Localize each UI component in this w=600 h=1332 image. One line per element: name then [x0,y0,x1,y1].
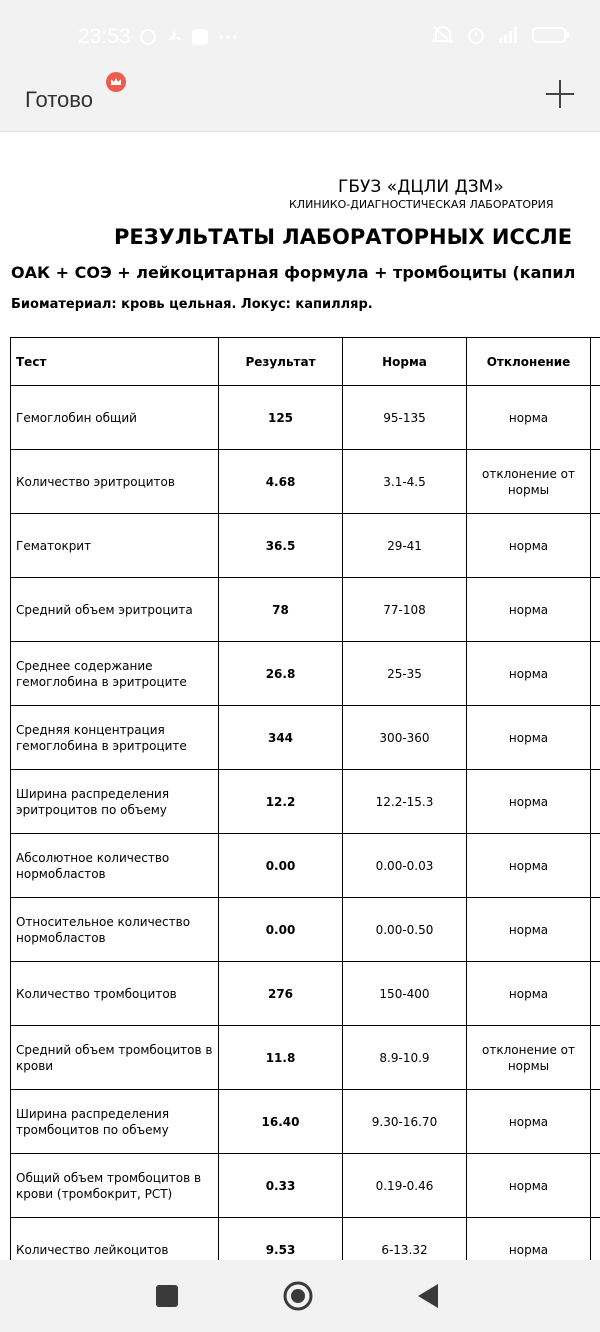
table-row [11,1154,600,1218]
table-row [11,898,600,962]
cell-extra [591,1090,600,1154]
cell-test: Относительное количество нормобластов [11,898,219,962]
cell-test: Гемоглобин общий [11,386,219,450]
cell-extra [591,386,600,450]
cell-deviation: норма [467,1090,591,1154]
document-view[interactable] [0,133,600,1260]
crown-badge-icon [106,72,126,92]
cell-test: Среднее содержание гемоглобина в эритроците [11,642,219,706]
cell-result: 4.68 [219,450,343,514]
signal-icon [498,26,520,48]
cell-result: 0.00 [219,834,343,898]
table-row [11,1026,600,1090]
cell-test: Количество эритроцитов [11,450,219,514]
cell-extra [591,706,600,770]
cell-test: Средний объем тромбоцитов в крови [11,1026,219,1090]
cell-extra [591,898,600,962]
cell-test: Гематокрит [11,514,219,578]
status-right [432,24,570,50]
cell-result: 26.8 [219,642,343,706]
cell-deviation: норма [467,962,591,1026]
cell-deviation: норма [467,898,591,962]
cell-deviation: норма [467,386,591,450]
table-row [11,642,600,706]
cell-deviation: норма [467,1218,591,1261]
table-row [11,386,600,450]
cell-norm: 6-13.32 [343,1218,467,1261]
whatsapp-icon [139,28,157,46]
cell-extra [591,1218,600,1261]
cell-extra [591,450,600,514]
cell-norm: 8.9-10.9 [343,1026,467,1090]
header-test: Тест [11,338,219,386]
org-subtitle: КЛИНИКО-ДИАГНОСТИЧЕСКАЯ ЛАБОРАТОРИЯ [289,198,554,211]
home-circle-icon[interactable] [280,1278,316,1314]
cell-norm: 25-35 [343,642,467,706]
cell-test: Ширина распределения эритроцитов по объему [11,770,219,834]
biomaterial-info: Биоматериал: кровь цельная. Локус: капилляр. [11,297,373,312]
table-row [11,1090,600,1154]
cell-test: Средний объем эритроцита [11,578,219,642]
cell-result: 36.5 [219,514,343,578]
cell-result: 11.8 [219,1026,343,1090]
cell-deviation: норма [467,706,591,770]
cell-extra [591,834,600,898]
cell-test: Абсолютное количество нормобластов [11,834,219,898]
cell-deviation: отклонение от нормы [467,450,591,514]
table-row [11,450,600,514]
cell-deviation: отклонение от нормы [467,1026,591,1090]
cell-deviation: норма [467,1154,591,1218]
status-bar [0,0,600,70]
table-row [11,578,600,642]
cell-test: Средняя концентрация гемоглобина в эритроците [11,706,219,770]
table-row [11,706,600,770]
done-label: Готово [25,87,93,112]
cell-extra [591,962,600,1026]
cell-test: Количество тромбоцитов [11,962,219,1026]
test-panel-name: ОАК + СОЭ + лейкоцитарная формула + тромбоциты (капил [11,263,576,282]
cell-norm: 0.19-0.46 [343,1154,467,1218]
app-toolbar [0,70,600,132]
table-row [11,962,600,1026]
cell-norm: 0.00-0.03 [343,834,467,898]
cell-extra [591,770,600,834]
cell-result: 9.53 [219,1218,343,1261]
back-triangle-icon[interactable] [410,1278,446,1314]
cell-extra [591,578,600,642]
cell-result: 0.33 [219,1154,343,1218]
cell-deviation: норма [467,834,591,898]
fan-icon [165,28,183,46]
cell-result: 78 [219,578,343,642]
cell-deviation: норма [467,514,591,578]
mute-icon [432,25,454,49]
cell-norm: 29-41 [343,514,467,578]
cell-norm: 0.00-0.50 [343,898,467,962]
header-norm: Норма [343,338,467,386]
results-table [10,337,600,1260]
cell-test: Ширина распределения тромбоцитов по объему [11,1090,219,1154]
cell-result: 344 [219,706,343,770]
status-left [78,24,235,50]
header-result: Результат [219,338,343,386]
cell-norm: 95-135 [343,386,467,450]
cell-norm: 9.30-16.70 [343,1090,467,1154]
cell-result: 0.00 [219,898,343,962]
more-dots-icon [217,28,235,46]
table-header-row [11,338,600,386]
table-row [11,1218,600,1261]
document-title: РЕЗУЛЬТАТЫ ЛАБОРАТОРНЫХ ИССЛЕ [114,225,573,249]
cell-result: 16.40 [219,1090,343,1154]
cell-test: Количество лейкоцитов [11,1218,219,1261]
org-name: ГБУЗ «ДЦЛИ ДЗМ» [338,177,504,197]
cell-extra [591,514,600,578]
table-row [11,834,600,898]
header-extra [591,338,600,386]
cell-deviation: норма [467,642,591,706]
cell-extra [591,1154,600,1218]
add-icon[interactable] [544,78,576,110]
cell-norm: 3.1-4.5 [343,450,467,514]
header-deviation: Отклонение [467,338,591,386]
alarm-icon [466,25,486,49]
vk-icon [191,28,209,46]
cell-result: 276 [219,962,343,1026]
navigation-bar [0,1260,600,1332]
recents-square-icon[interactable] [149,1278,185,1314]
cell-norm: 300-360 [343,706,467,770]
battery-icon [532,26,570,48]
table-row [11,514,600,578]
cell-extra [591,642,600,706]
cell-test: Общий объем тромбоцитов в крови (тромбокрит, PCT) [11,1154,219,1218]
done-button[interactable] [25,80,93,120]
cell-norm: 150-400 [343,962,467,1026]
cell-norm: 12.2-15.3 [343,770,467,834]
status-time: 23:53 [78,25,131,48]
cell-deviation: норма [467,770,591,834]
cell-norm: 77-108 [343,578,467,642]
table-row [11,770,600,834]
cell-extra [591,1026,600,1090]
cell-deviation: норма [467,578,591,642]
cell-result: 12.2 [219,770,343,834]
cell-result: 125 [219,386,343,450]
